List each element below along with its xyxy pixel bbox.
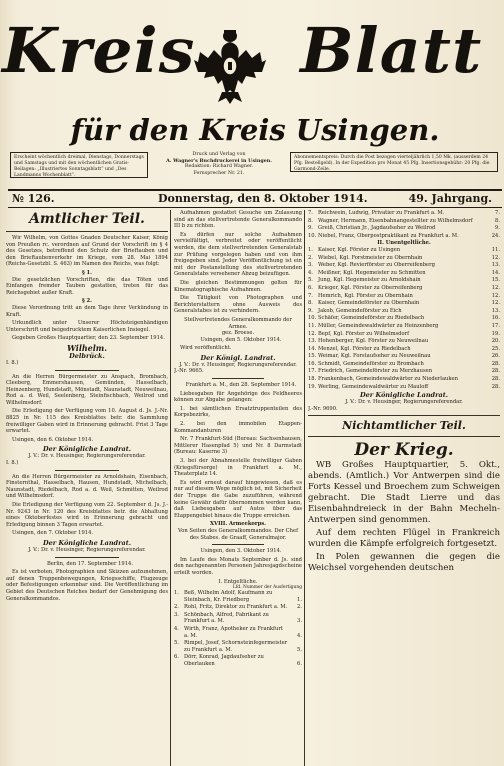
signature-detail: J. V.: Dr. v. Heusinger, Regierungsreferendar. xyxy=(28,546,146,553)
list-item xyxy=(308,300,500,307)
list-item-license-number: 6. xyxy=(297,661,302,668)
divider xyxy=(212,544,263,545)
notice-item: 1. bei sämtlichen Ersatztruppenteilen des Korpsbezirks, xyxy=(174,405,302,419)
list-item-number: 11. xyxy=(308,322,317,329)
signature: XVIII. Armeekorps. xyxy=(210,521,266,528)
decree-paragraph: Die gesetzlichen Vorschriften, die das Töten und Einfangen fremder Tauben gestatten, treten für das Reichsgebiet außer Kraft. xyxy=(6,276,168,296)
list-item-text: Wiebel, Kgl. Forstmeister zu Obernhain xyxy=(318,254,423,261)
list-item-text: Rohl, Fritz, Direktor zu Frankfurt a. M. xyxy=(184,604,288,611)
war-report: WB Großes Hauptquartier, 5. Okt., abends. (Amtlich.) Vor Antwerpen sind die Forts Kessel und Broechem zum Schweigen gebracht. Die Stadt Lierre und das Eisenbahndreieck in der Bahn Mecheln-Antwerpen sind genommen. xyxy=(308,460,500,526)
list-item xyxy=(308,331,500,338)
notice-date: Usingen, den 3. Oktober 1914. xyxy=(200,548,282,555)
list-item-number: 2. xyxy=(174,604,179,611)
notice-date: Usingen, den 6. Oktober 1914. xyxy=(12,436,94,443)
notice-body: Es wird erneut darauf hingewiesen, daß es nur auf diesem Wege möglich ist, mit Sicherheit der Truppe die Gabe zuzuführen, während keine Gewähr dafür übernommen werden kann, daß Liebesgaben auf Autos über das Etappengebiet hinaus die Truppe erreichen. xyxy=(174,479,302,519)
list-item-text: Müller, Gemeindewaldwärter zu Heinzenberg xyxy=(318,322,439,329)
reference-number: I. 8.) xyxy=(6,460,19,467)
list-item-number: 3. xyxy=(174,611,179,618)
publisher-line-1: Druck und Verlag von xyxy=(192,152,246,157)
issue-bar xyxy=(8,189,502,208)
notice-addressees: An die Herren Bürgermeister zu Arnoldshain, Eisenbach, Finsternthal, Hasselbach, Hausen, Hundstadt, Michelbach, Naunstadt, Riedelbach, Rod a. d. Weil, Schmitten, Weilrod und Wilhelmsdorf. xyxy=(6,473,168,500)
list-item-text: Weimar, Kgl. Forstaufseher zu Neuweilnau xyxy=(318,353,431,360)
list-item-license-number: 7. xyxy=(495,210,500,216)
list-item-number: 17. xyxy=(308,368,317,375)
decree-intro: Wir Wilhelm, von Gottes Gnaden Deutscher Kaiser, König von Preußen rc. verordnen auf Grund der Vorschrift im § 4 des Gesetzes, betreffend den Schutz der Brieftauben und den Brieftaubenverkehr im Kriege, vom 28. Mai 1894 (Reichs-Gesetzbl. S. 463) im Namen des Reichs, was folgt: xyxy=(6,235,168,268)
war-report: Auf dem rechten Flügel in Frankreich wurden die Kämpfe erfolgreich fortgesetzt. xyxy=(308,528,500,550)
divider xyxy=(55,557,120,558)
list-item-number: 1. xyxy=(174,590,179,597)
list-item-text: Greiß, Christian Jr., Jagdaufseher zu Weilrod xyxy=(318,225,436,232)
list-column-label: Lfd. Nummer der Ausfertigung xyxy=(232,585,302,591)
list-item-license-number: 12. xyxy=(491,284,500,291)
list-item xyxy=(174,590,302,603)
signature: Der Königliche Landrat. xyxy=(42,538,132,547)
list-item-license-number: 15. xyxy=(491,277,500,284)
list-item-license-number: 26. xyxy=(491,353,500,360)
list-item xyxy=(308,315,500,322)
publication-info xyxy=(4,150,500,184)
list-item-text: Weber, Kgl. Revierförster zu Oberreifenberg xyxy=(318,262,435,269)
list-item xyxy=(308,255,500,262)
list-item-license-number: 14. xyxy=(491,269,500,276)
list-item-license-number: 19. xyxy=(491,330,500,337)
notice-item: Nr. 7 Frankfurt-Süd (Bureau: Sachsenhausen, Mittlerer Hasenpfad 5) und Nr. 8 Darmstadt (Bureau: Kaserne 3) xyxy=(174,436,302,456)
list-item xyxy=(308,346,500,353)
signature: Wilhelm. xyxy=(66,342,108,353)
article-heading-war: Der Krieg. xyxy=(354,440,454,461)
list-item xyxy=(308,247,500,254)
column-2 xyxy=(174,210,302,766)
notice-date: Frankfurt a. M., den 28. September 1914. xyxy=(185,382,297,389)
list-item-number: 8. xyxy=(308,300,313,307)
list-item xyxy=(308,210,500,217)
war-report: In Polen gewannen die gegen die Weichsel vorgehenden deutschen xyxy=(308,552,500,574)
list-item-text: Rimpel, Josef, Schornsteinfegermeister zu Frankfurt a. M. xyxy=(184,640,288,653)
divider xyxy=(308,415,500,416)
divider xyxy=(6,231,168,232)
divider xyxy=(212,378,263,379)
list-item xyxy=(174,604,302,611)
list-item-license-number: 9. xyxy=(495,225,500,232)
column-3 xyxy=(308,210,500,766)
list-item xyxy=(308,338,500,345)
list-item-text: Jung, Kgl. Hegemeister zu Arnoldshain xyxy=(318,277,421,284)
list-item-license-number: 11. xyxy=(491,246,500,253)
list-item xyxy=(308,233,500,240)
list-heading: II. Unentgeltliche. xyxy=(377,240,431,247)
signature: Der Königliche Landrat. xyxy=(42,445,132,454)
list-item-license-number: 13. xyxy=(491,262,500,269)
column-rule xyxy=(304,210,305,766)
list-item-text: Wirth, Franz, Apotheker zu Frankfurt a. M. xyxy=(184,626,283,639)
list-item xyxy=(308,293,500,300)
list-item-text: Meißner, Kgl. Hegemeister zu Schmitten xyxy=(318,269,426,276)
paragraph-number: § 2. xyxy=(82,298,92,305)
list-item-text: Beß, Wilhelm Adolf, Kaufmann zu Steinbach, Kr. Friedberg xyxy=(184,590,273,603)
notice-item: 3. bei der Abnahmestelle freiwilliger Gaben (Kriegsfürsorge) in Frankfurt a. M., Theaterplatz 14. xyxy=(174,458,302,478)
list-item-number: 15. xyxy=(308,353,317,360)
list-item-number: 6. xyxy=(308,284,313,291)
list-item-number: 13. xyxy=(308,338,317,345)
notice-item: 2. bei den immobilen Etappen-Kommandanturen xyxy=(174,421,302,434)
list-item-license-number: 12. xyxy=(491,292,500,299)
publication-schedule: Erscheint wöchentlich dreimal, Dienstags, Donnerstags und Samstags und mit den wöchentlichen Gratis-Beilagen: „Illustriertes Sonntagsblatt“ und „Des Landmanns Wochenblatt“. xyxy=(10,152,148,178)
list-item-text: Niebel, Franz, Oberpostpraktikant zu Frankfurt a. M. xyxy=(318,232,459,239)
list-item xyxy=(308,376,500,383)
column-1 xyxy=(6,210,168,766)
section-heading-official: Amtlicher Teil. xyxy=(29,211,145,227)
list-item-number: 6. xyxy=(174,654,179,661)
list-item-license-number: 25. xyxy=(491,345,500,352)
publisher-info xyxy=(154,152,284,177)
signature: Der Königliche Landrat. xyxy=(359,391,449,400)
hunting-license-list xyxy=(308,210,500,239)
list-item-license-number: 28. xyxy=(491,368,500,375)
list-item-number: 1. xyxy=(308,246,313,253)
decree-date: Gegeben Großes Hauptquartier, den 23. September 1914. xyxy=(12,335,165,342)
list-heading: I. Entgeltliche. xyxy=(218,578,258,585)
section-heading-unofficial: Nichtamtlicher Teil. xyxy=(342,419,466,433)
notice-body: Es ist verboten, Photographien und Skizzen aufzunehmen, auf denen Truppenbewegungen, Kriegsschiffe, Flugzeuge oder Befestigungen erkennbar sind. Die Veröffentlichung im Gebiet des Deutschen Reiches bedarf der Genehmigung des Generalkommandos. xyxy=(6,569,168,602)
list-item xyxy=(308,277,500,284)
masthead-subtitle: für den Kreis Usingen. xyxy=(70,113,440,147)
notice-body: Die gleichen Bestimmungen gelten für Kinematographische Aufnahmen. xyxy=(174,279,302,293)
masthead-title-left: Kreis xyxy=(2,14,196,87)
list-item-number: 7. xyxy=(308,210,313,216)
signature: Delbrück. xyxy=(69,351,105,360)
list-item xyxy=(308,368,500,375)
list-item-number: 16. xyxy=(308,360,317,367)
list-item xyxy=(308,285,500,292)
divider xyxy=(55,370,120,371)
list-item xyxy=(308,323,500,330)
signature: Der Königl. Landrat. xyxy=(200,353,276,362)
paragraph-number: § 1. xyxy=(82,269,92,276)
notice-body: Die Tätigkeit von Photographen und Berichterstattern ohne Ausweis des Generalstabes ist zu verhindern. xyxy=(174,295,302,315)
list-item xyxy=(308,384,500,391)
list-item-license-number: 20. xyxy=(491,338,500,345)
list-item-text: Menzel, Kgl. Förster zu Riedelbach xyxy=(318,345,411,352)
subscription-price: Abonnementspreis: Durch die Post bezogen vierteljährlich 1,50 Mk. (ausserdem 24 Pfg. Bestellgeld). In der Expedition pro Monat 45 Pfg. Insertionsgebühr: 20 Pfg. die Garmond-Zeile. xyxy=(290,152,498,172)
list-item-number: 10. xyxy=(308,315,317,322)
list-item-number: 4. xyxy=(174,626,179,633)
list-item xyxy=(174,640,302,653)
list-item xyxy=(308,270,500,277)
list-item-text: Frankenbach, Gemeindewaldwärter zu Niederlauken xyxy=(318,376,458,383)
list-item-number: 5. xyxy=(308,277,313,284)
signature: Stellvertretendes Generalkommando der Armee. xyxy=(184,316,292,330)
list-item-number: 19. xyxy=(308,383,317,390)
divider xyxy=(55,470,120,471)
reference-number: J.-Nr. 9665. xyxy=(174,368,204,375)
notice-body: Es dürfen nur solche Aufnahmen vervielfältigt, verbreitet oder veröffentlicht werden, die dem stellvertretenden Generalstab zur Prüfung vorgelegen haben und von ihm freigegeben sind. Jeder Veröffentlichung ist ein mit der Postanstellung des stellvertretenden Generalstabs versehener Abzug beizufügen. xyxy=(174,231,302,278)
issue-date: Donnerstag, den 8. Oktober 1914. xyxy=(158,192,368,205)
list-item-number: 10. xyxy=(308,232,317,239)
list-item-text: Dörr, Konrad, Jagdaufseher zu Oberlauken xyxy=(184,654,264,668)
signature-detail: J. V.: Dr. v. Heusinger, Regierungsreferendar. xyxy=(345,399,463,406)
list-item-text: Werling, Gemeindewaldwärter zu Mauloff xyxy=(318,383,429,390)
list-item-number: 18. xyxy=(308,376,317,383)
reference-number: I. 8.) xyxy=(6,359,19,366)
list-item xyxy=(174,626,302,639)
decree-paragraph: Diese Verordnung tritt an dem Tage ihrer Verkündung in Kraft. xyxy=(6,304,168,318)
notice-date: Usingen, den 7. Oktober 1914. xyxy=(12,530,94,537)
list-item-license-number: 1. xyxy=(297,596,302,603)
list-item-number: 9. xyxy=(308,307,313,314)
decree-paragraph: Urkundlich unter Unserer Höchsteigenhändigen Unterschrift und beigedrucktem Kaiserlichen Insiegel. xyxy=(6,320,168,333)
list-item-license-number: 8. xyxy=(495,217,500,224)
list-item xyxy=(174,612,302,625)
list-item-text: Krieger, Kgl. Förster zu Oberreifenberg xyxy=(318,284,423,291)
list-item-text: Hemrich, Kgl. Förster zu Obernhain xyxy=(318,292,413,299)
hunting-license-list xyxy=(308,247,500,390)
list-item xyxy=(174,654,302,667)
masthead-title-right: Blatt xyxy=(300,14,483,87)
list-item-text: Wagner, Hermann, Eisenbahnangestellter zu Wilhelmsdorf xyxy=(318,217,473,224)
list-item-license-number: 17. xyxy=(491,322,500,329)
list-item-license-number: 28. xyxy=(491,360,500,367)
list-item-number: 8. xyxy=(308,217,313,224)
list-item xyxy=(308,225,500,232)
list-item-text: Reichwein, Ludwig, Privatier zu Frankfurt a. M. xyxy=(318,210,445,216)
notice-body: Aufnahmen gestattet Gesuche um Zulassung sind an das stellvertretende Generalkommando III b zu richten. xyxy=(174,210,302,230)
list-item-license-number: 28. xyxy=(491,376,500,383)
issue-year: 49. Jahrgang. xyxy=(408,192,492,205)
list-item-number: 2. xyxy=(308,254,313,261)
list-item-number: 7. xyxy=(308,292,313,299)
list-item-text: Jakob, Gemeindeförster zu Eich xyxy=(318,307,402,314)
list-item-text: Hohenberger, Kgl. Förster zu Neuweilnau xyxy=(318,338,429,345)
notice-body: Im Laufe des Monats September d. Js. sind den nachgenannten Personen Jahresjagdscheine erteilt worden. xyxy=(174,556,302,576)
reference-number: J.-Nr. 9690. xyxy=(308,405,338,412)
column-rule xyxy=(170,210,171,766)
issue-number: № 126. xyxy=(12,192,55,205)
list-item-license-number: 2. xyxy=(297,604,302,611)
list-item xyxy=(308,353,500,360)
list-item-license-number: 4. xyxy=(297,632,302,639)
signature-detail: J. V.: Dr. v. Heusinger, Regierungsreferendar. xyxy=(179,361,297,368)
list-item xyxy=(308,262,500,269)
list-item xyxy=(308,308,500,315)
list-item-text: Schönbach, Alfred, Fabrikant zu Frankfurt a. M. xyxy=(184,611,269,625)
list-item-number: 9. xyxy=(308,225,313,232)
list-item-text: Bepf, Kgl. Förster zu Wilhelmsdorf xyxy=(318,330,410,337)
notice-body: Wird veröffentlicht. xyxy=(180,345,232,352)
list-item-text: Kaiser, Gemeindeförster zu Obernhain xyxy=(318,300,420,307)
list-item-license-number: 13. xyxy=(491,307,500,314)
list-item-number: 14. xyxy=(308,345,317,352)
list-item-number: 3. xyxy=(308,262,313,269)
list-item xyxy=(308,218,500,225)
notice-addressees: An die Herren Bürgermeister zu Anspach, Brombach, Cleeberg, Emmershausen, Gemünden, Hasselbach, Heinzenberg, Hundstadt, Mönstadt, Naunstadt, Neuweilnau, Rod a. d. Weil, Seelenberg, Steinfischbach, Weilrod und Wilhelmsdorf. xyxy=(6,373,168,406)
list-item-text: Schäfer, Gemeindeförster zu Riedelbach xyxy=(318,315,425,322)
list-item-number: 5. xyxy=(174,640,179,647)
masthead xyxy=(0,0,504,146)
list-item-text: Friedrich, Gemeindeförster zu Merzhausen xyxy=(318,368,433,375)
list-item-text: Schmidt, Gemeindeförster zu Brombach xyxy=(318,360,424,367)
notice-date: Usingen, den 5. Oktober 1914. xyxy=(200,336,282,343)
signature-name: gez. Broese. xyxy=(221,330,255,337)
publisher-line-2: A. Wagner's Buchdruckerei in Usingen. xyxy=(166,158,272,165)
list-item-license-number: 24. xyxy=(491,232,500,239)
imperial-eagle-icon xyxy=(192,28,268,106)
notice-date: Berlin, den 17. September 1914. xyxy=(47,560,133,567)
notice-body: Die Erledigung der Verfügung vom 10. August d. Js. J.-Nr. 8825 in Nr. 115 des Kreisblattes betr. die Sammlung freiwilliger Gaben wird in Erinnerung gebracht. Frist 3 Tage erwartet. xyxy=(6,408,168,435)
publisher-line-4: Fernsprecher Nr. 21. xyxy=(193,170,245,176)
list-item-license-number: 16. xyxy=(491,315,500,322)
notice-body: Liebesgaben für Angehörige des Feldheeres können zur Abgabe gelangen: xyxy=(174,390,302,404)
list-item-license-number: 12. xyxy=(491,254,500,261)
list-item-license-number: 5. xyxy=(297,646,302,653)
list-item-number: 12. xyxy=(308,330,317,337)
list-item xyxy=(308,361,500,368)
list-item-license-number: 12. xyxy=(491,300,500,307)
signature-detail: J. V.: Dr. v. Heusinger, Regierungsreferendar. xyxy=(28,453,146,460)
list-item-license-number: 28. xyxy=(491,383,500,390)
hunting-license-list xyxy=(174,590,302,668)
signature-detail: Von Seiten des Generalkommandos. Der Chef des Stabes. de Graaff, Generalmajor. xyxy=(178,527,298,541)
list-item-license-number: 3. xyxy=(297,618,302,625)
list-item-number: 4. xyxy=(308,269,313,276)
list-item-text: Kaiser, Kgl. Förster zu Usingen xyxy=(318,246,401,253)
divider xyxy=(308,436,500,437)
notice-body: Die Erledigung der Verfügung vom 22. September d. Js. J.-Nr. 9243 in Nr. 120 des Kreisblattes betr. die Abhaltung eines Oktoberfestes wird in Erinnerung gebracht und Erledigung binnen 3 Tagen erwartet. xyxy=(6,502,168,528)
publisher-line-3: Redaktion: Richard Wagner. xyxy=(184,164,254,170)
